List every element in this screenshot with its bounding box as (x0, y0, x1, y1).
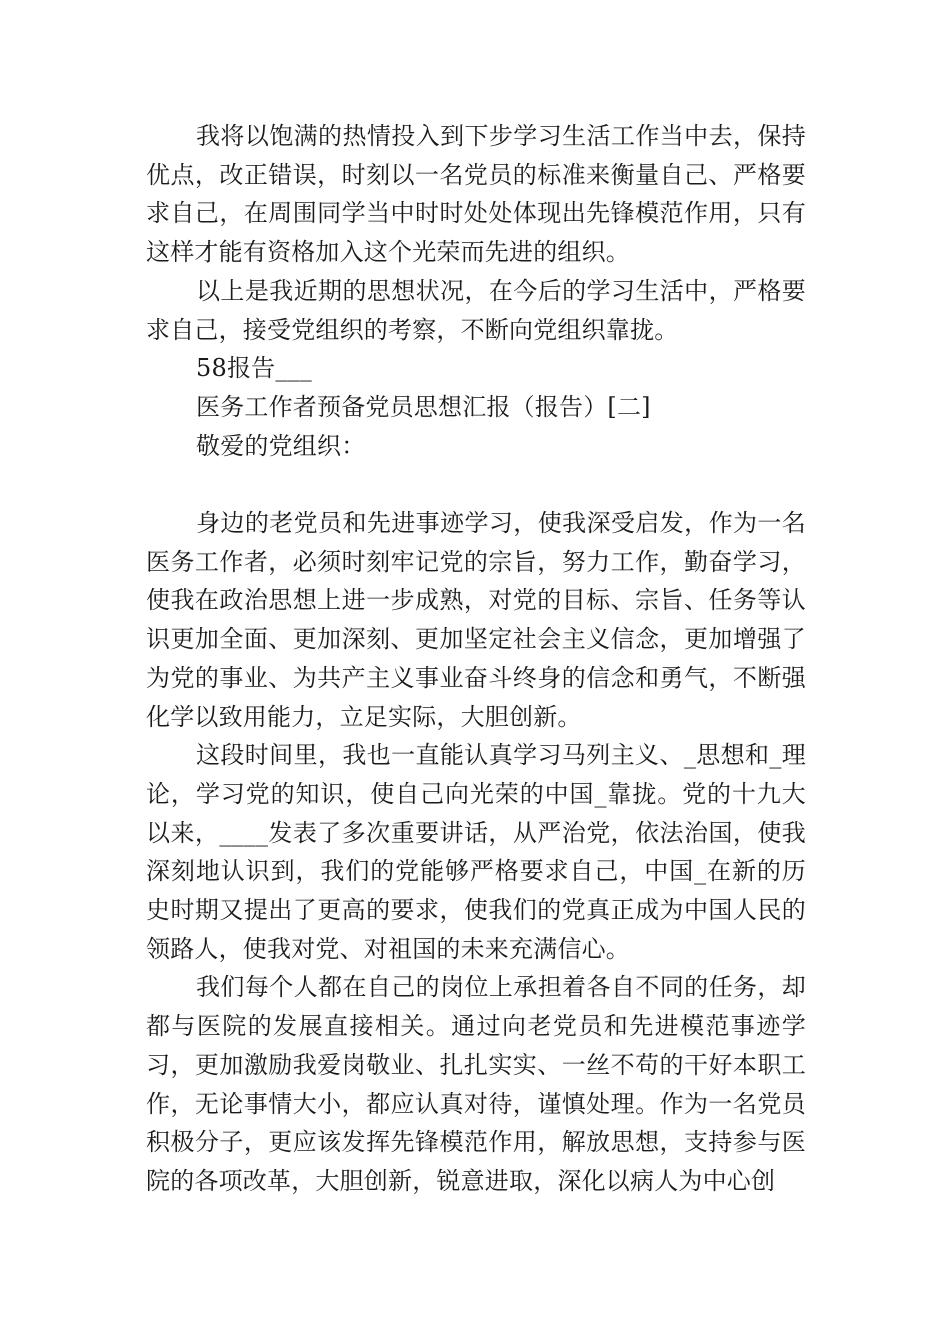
paragraph-theory-study: 这段时间里，我也一直能认真学习马列主义、_思想和_理论，学习党的知识，使自己向光荣的中国_靠拢。党的十九大以来，____发表了多次重要讲话，从严治党，依法治国，使我深刻地认识到，我们的党能够严格要求自己，中国_在新的历史时期又提出了更高的要求，使我们的党真正成为中国人民的领路人，使我对党、对祖国的未来充满信心。 (146, 741, 806, 963)
paragraph-study-work: 我将以饱满的热情投入到下步学习生活工作当中去，保持优点，改正错误，时刻以一名党员的标准来衡量自己、严格要求自己，在周围同学当中时时处处体现出先锋模范作用，只有这样才能有资格加入这个光荣而先进的组织。 (146, 122, 806, 267)
blank-line (146, 465, 806, 504)
report-line: 58报告___ (196, 354, 312, 383)
salutation: 敬爱的党组织： (196, 431, 366, 460)
paragraph-learning-inspiration: 身边的老党员和先进事迹学习，使我深受启发，作为一名医务工作者，必须时刻牢记党的宗旨，努力工作，勤奋学习，使我在政治思想上进一步成熟，对党的目标、宗旨、任务等认识更加全面、更加深刻、更加坚定社会主义信念，更加增强了为党的事业、为共产主义事业奋斗终身的信念和勇气，不断强化学以致用能力，立足实际，大胆创新。 (146, 509, 806, 731)
section-title: 医务工作者预备党员思想汇报（报告）[二] (196, 392, 651, 421)
paragraph-hospital-duties: 我们每个人都在自己的岗位上承担着各自不同的任务，却都与医院的发展直接相关。通过向老党员和先进模范事迹学习，更加激励我爱岗敬业、扎扎实实、一丝不苟的干好本职工作，无论事情大小，都应认真对待，谨慎处理。作为一名党员积极分子，更应该发挥先锋模范作用，解放思想，支持参与医院的各项改革，大胆创新，锐意进取，深化以病人为中心创 (146, 973, 806, 1195)
document-body (146, 117, 806, 1201)
paragraph-current-thoughts: 以上是我近期的思想状况，在今后的学习生活中，严格要求自己，接受党组织的考察，不断向党组织靠拢。 (146, 276, 806, 344)
